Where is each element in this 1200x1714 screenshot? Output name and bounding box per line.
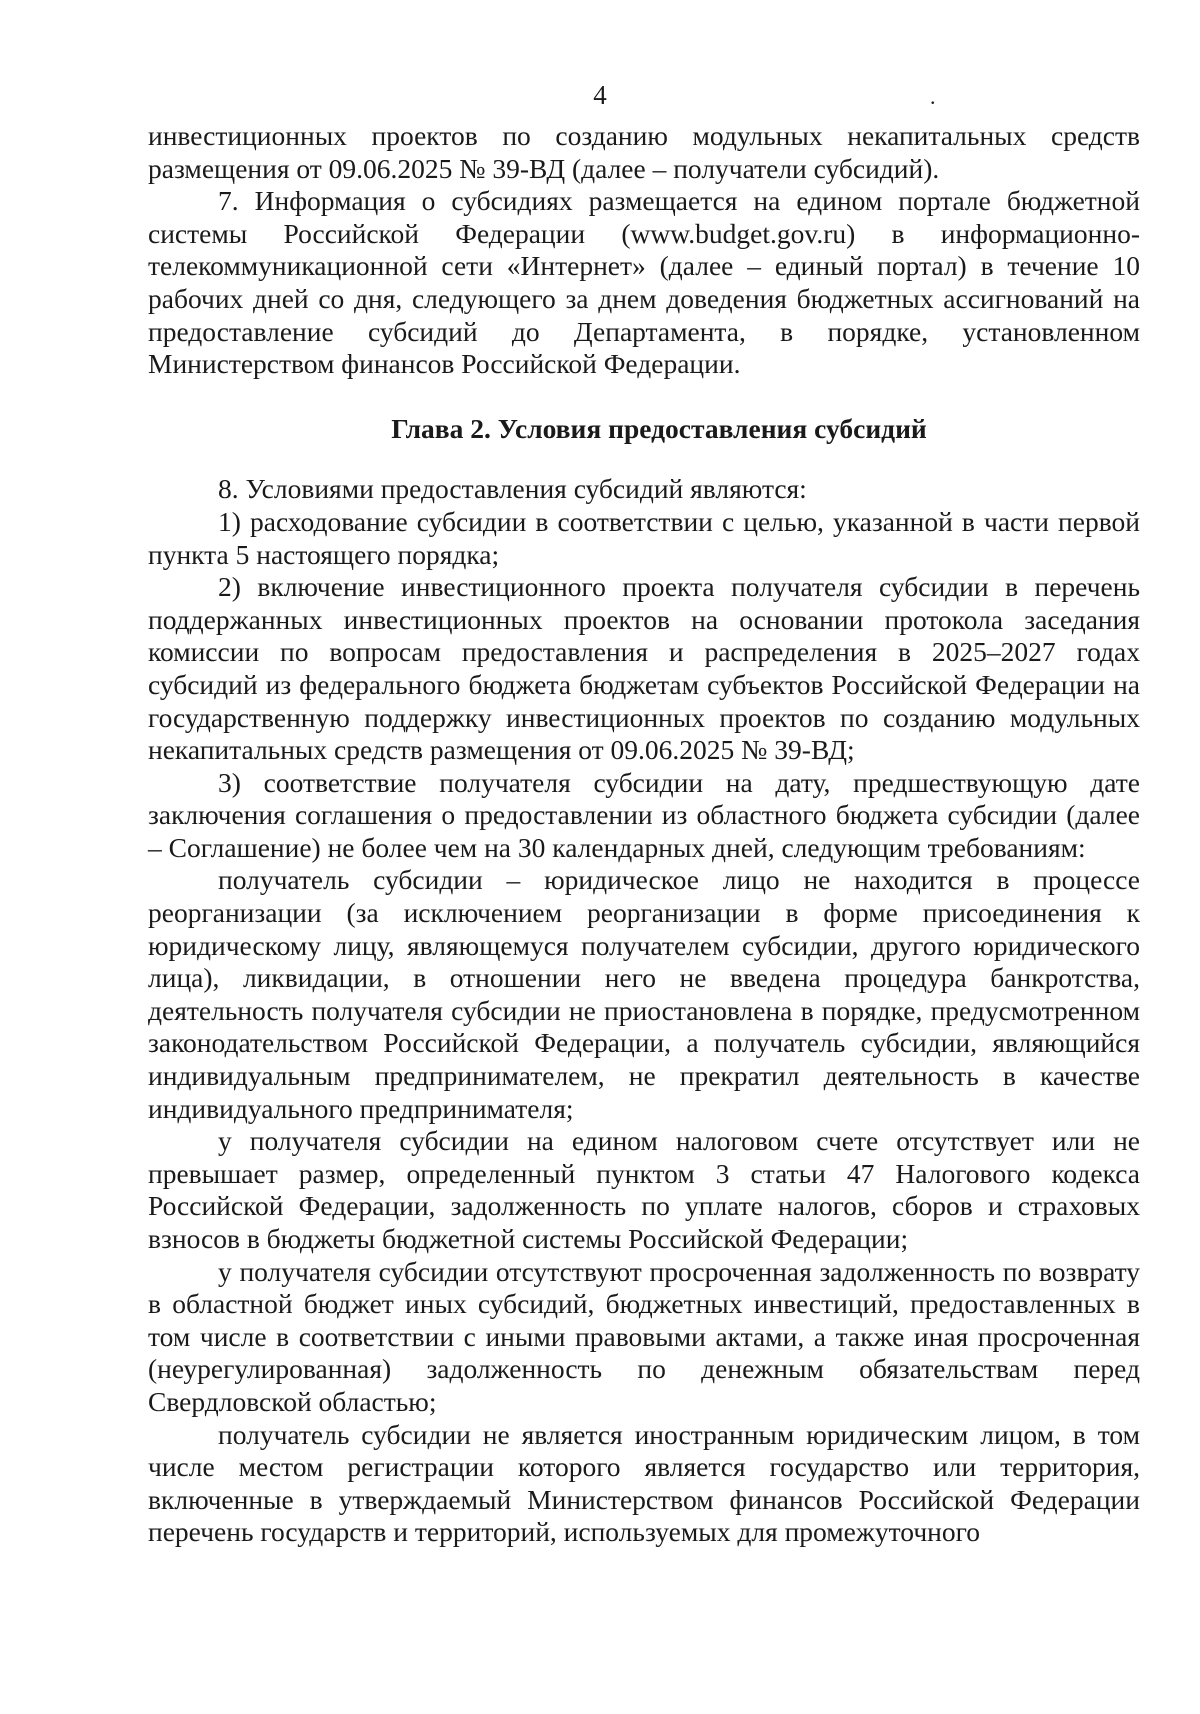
requirement-4: получатель субсидии не является иностранным юридическим лицом, в том числе местом регистрации которого является государство или территория, включенные в утверждаемый Министерством финансов Российской Федерации перечень государств и территорий, используемых для промежуточного — [148, 1418, 1140, 1548]
list-item-2: 2) включение инвестиционного проекта получателя субсидии в перечень поддержанных инвестиционных проектов на основании протокола заседания комиссии по вопросам предоставления и распределения в 2025–2027 годах субсидий из федерального бюджета бюджетам субъектов Российской Федерации на государственную поддержку инвестиционных проектов по созданию модульных некапитальных средств размещения от 09.06.2025 № 39-ВД; — [148, 571, 1140, 766]
requirement-1: получатель субсидии – юридическое лицо не находится в процессе реорганизации (за исключением реорганизации в форме присоединения к юридическому лицу, являющемуся получателем субсидии, другого юридического лица), ликвидации, в отношении него не введена процедура банкротства, деятельность получателя субсидии не приостановлена в порядке, предусмотренном законодательством Российской Федерации, а получатель субсидии, являющийся индивидуальным предпринимателем, не прекратил деятельность в качестве индивидуального предпринимателя; — [148, 864, 1140, 1124]
document-body — [148, 120, 1140, 1549]
chapter-heading: Глава 2. Условия предоставления субсидий — [391, 412, 927, 444]
paragraph-intro: инвестиционных проектов по созданию модульных некапитальных средств размещения от 09.06.2025 № 39-ВД (далее – получатели субсидий). — [148, 120, 1140, 184]
page-number: 4 — [593, 80, 607, 110]
requirement-3: у получателя субсидии отсутствуют просроченная задолженность по возврату в областной бюджет иных субсидий, бюджетных инвестиций, предоставленных в том числе в соответствии с иными правовыми актами, а также иная просроченная (неурегулированная) задолженность по денежным обязательствам перед Свердловской областью; — [148, 1255, 1140, 1417]
list-item-1: 1) расходование субсидии в соответствии с целью, указанной в части первой пункта 5 настоящего порядка; — [148, 505, 1140, 570]
list-item-3: 3) соответствие получателя субсидии на дату, предшествующую дате заключения соглашения о предоставлении из областного бюджета субсидии (далее – Соглашение) не более чем на 30 календарных дней, следующим требованиям: — [148, 766, 1140, 863]
paragraph-8: 8. Условиями предоставления субсидий являются: — [218, 473, 807, 505]
paragraph-7: 7. Информация о субсидиях размещается на едином портале бюджетной системы Российской Федерации (www.budget.gov.ru) в информационно-телекоммуникационной сети «Интернет» (далее – единый портал) в течение 10 рабочих дней со дня, следующего за днем доведения бюджетных ассигнований на предоставление субсидий до Департамента, в порядке, установленном Министерством финансов Российской Федерации. — [148, 185, 1140, 380]
page-mark: . — [930, 84, 936, 109]
requirement-2: у получателя субсидии на едином налоговом счете отсутствует или не превышает размер, определенный пунктом 3 статьи 47 Налогового кодекса Российской Федерации, задолженность по уплате налогов, сборов и страховых взносов в бюджеты бюджетной системы Российской Федерации; — [148, 1125, 1140, 1254]
